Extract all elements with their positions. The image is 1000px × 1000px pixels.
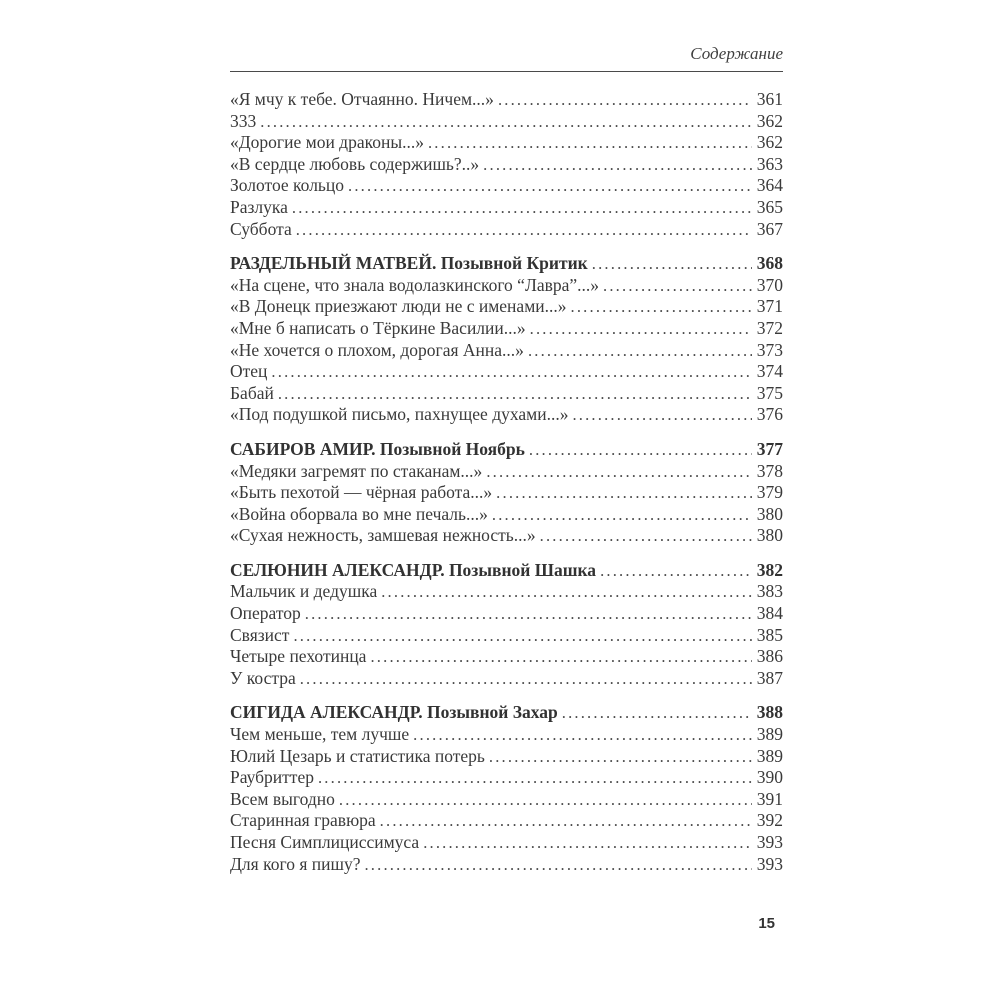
entry-title: «Я мчу к тебе. Отчаянно. Ничем...»: [230, 89, 494, 109]
toc-entry: [230, 832, 783, 854]
entry-page-number: 371: [756, 296, 783, 317]
toc-entry: [230, 296, 783, 318]
entry-title: «Война оборвала во мне печаль...»: [230, 503, 488, 524]
toc-entry: [230, 504, 783, 526]
entry-page-number: 370: [756, 274, 783, 295]
entry-title: Раубриттер: [230, 767, 314, 788]
entry-title: «Медяки загремят по стаканам...»: [230, 460, 483, 481]
entry-page-number: 386: [756, 646, 783, 667]
entry-title: «Под подушкой письмо, пахнущее духами...»: [230, 404, 569, 425]
entry-page-number: 365: [756, 196, 783, 217]
entry-title: Бабай: [230, 382, 274, 403]
entry-page-number: 368: [756, 253, 783, 274]
entry-page-number: 392: [756, 810, 783, 831]
entry-page-number: 377: [756, 438, 783, 459]
dot-leader: [540, 525, 752, 547]
entry-page-number: 391: [756, 788, 783, 809]
dot-leader: [339, 789, 752, 811]
dot-leader: [496, 482, 752, 504]
entry-title: СЕЛЮНИН АЛЕКСАНДР. Позывной Шашка: [230, 559, 597, 580]
entry-title: «На сцене, что знала водолазкинского “Лавра”...»: [230, 274, 600, 295]
entry-title: Суббота: [230, 218, 292, 239]
dot-leader: [296, 219, 752, 241]
toc-entry: [230, 89, 783, 111]
toc-entry: [230, 646, 783, 668]
entry-title: 333: [230, 110, 257, 131]
entry-page-number: 374: [756, 361, 783, 382]
toc-entry: [230, 668, 783, 690]
entry-page-number: 389: [756, 724, 783, 745]
entry-page-number: 383: [756, 581, 783, 602]
entry-title: РАЗДЕЛЬНЫЙ МАТВЕЙ. Позывной Критик: [230, 253, 588, 274]
toc-entry: [230, 175, 783, 197]
dot-leader: [348, 175, 752, 197]
running-header: Содержание: [690, 44, 783, 63]
entry-page-number: 379: [756, 482, 783, 503]
page-column: [230, 44, 783, 875]
entry-page-number: 388: [756, 702, 783, 723]
dot-leader: [498, 89, 752, 111]
dot-leader: [492, 504, 752, 526]
toc-entry: [230, 525, 783, 547]
page-number: 15: [758, 915, 775, 932]
dot-leader: [529, 439, 752, 461]
toc-entry: [230, 461, 783, 483]
entry-page-number: 382: [756, 559, 783, 580]
entry-page-number: 362: [756, 132, 783, 153]
entry-page-number: 384: [756, 603, 783, 624]
dot-leader: [530, 318, 752, 340]
entry-title: «В сердце любовь содержишь?..»: [230, 153, 480, 174]
entry-title: Старинная гравюра: [230, 810, 376, 831]
toc-entry: [230, 746, 783, 768]
toc-entry: [230, 197, 783, 219]
toc-entry: [230, 810, 783, 832]
toc-entry: [230, 318, 783, 340]
dot-leader: [292, 197, 752, 219]
dot-leader: [318, 767, 752, 789]
dot-leader: [370, 646, 751, 668]
dot-leader: [603, 275, 752, 297]
toc-entry: [230, 132, 783, 154]
entry-title: САБИРОВ АМИР. Позывной Ноябрь: [230, 438, 525, 459]
entry-page-number: 393: [756, 853, 783, 874]
toc-sections: [230, 89, 783, 875]
toc-section: [230, 560, 783, 690]
entry-title: Юлий Цезарь и статистика потерь: [230, 745, 485, 766]
dot-leader: [305, 603, 752, 625]
toc-section-heading: [230, 560, 783, 582]
entry-title: «Быть пехотой — чёрная работа...»: [230, 482, 493, 503]
entry-page-number: 393: [756, 832, 783, 852]
entry-title: «Не хочется о плохом, дорогая Анна...»: [230, 339, 524, 360]
toc-entry: [230, 275, 783, 297]
dot-leader: [600, 560, 752, 582]
toc-entry: [230, 111, 783, 133]
entry-title: Отец: [230, 361, 268, 382]
entry-page-number: 380: [756, 525, 783, 546]
entry-page-number: 387: [756, 667, 783, 688]
dot-leader: [428, 132, 752, 154]
entry-title: Разлука: [230, 196, 288, 217]
entry-page-number: 376: [756, 404, 783, 425]
entry-page-number: 390: [756, 767, 783, 788]
dot-leader: [381, 581, 752, 603]
entry-page-number: 362: [756, 110, 783, 131]
entry-page-number: 378: [756, 460, 783, 481]
entry-title: У костра: [230, 667, 296, 688]
entry-title: «В Донецк приезжают люди не с именами...»: [230, 296, 567, 317]
toc-section-heading: [230, 439, 783, 461]
dot-leader: [571, 296, 752, 318]
toc-entry: [230, 603, 783, 625]
dot-leader: [271, 361, 751, 383]
dot-leader: [562, 702, 752, 724]
entry-title: СИГИДА АЛЕКСАНДР. Позывной Захар: [230, 702, 558, 723]
toc-entry: [230, 482, 783, 504]
dot-leader: [300, 668, 752, 690]
toc-entry: [230, 340, 783, 362]
toc-entry: [230, 219, 783, 241]
entry-title: Мальчик и дедушка: [230, 581, 378, 602]
dot-leader: [293, 625, 751, 647]
toc-section: [230, 702, 783, 875]
entry-page-number: 364: [756, 175, 783, 196]
entry-page-number: 367: [756, 218, 783, 239]
dot-leader: [364, 854, 751, 876]
dot-leader: [489, 746, 752, 768]
entry-page-number: 389: [756, 745, 783, 766]
entry-title: Песня Симплициссимуса: [230, 832, 420, 852]
toc-entry: [230, 767, 783, 789]
entry-title: «Мне б написать о Тёркине Василии...»: [230, 317, 526, 338]
entry-page-number: 385: [756, 624, 783, 645]
toc-section: [230, 89, 783, 240]
entry-title: Золотое кольцо: [230, 175, 345, 196]
toc-entry: [230, 383, 783, 405]
entry-title: Для кого я пишу?: [230, 853, 361, 874]
toc-entry: [230, 154, 783, 176]
dot-leader: [592, 253, 752, 275]
toc-section-heading: [230, 702, 783, 724]
entry-title: Оператор: [230, 603, 301, 624]
dot-leader: [423, 832, 752, 854]
toc-entry: [230, 404, 783, 426]
dot-leader: [572, 404, 751, 426]
entry-page-number: 361: [756, 89, 783, 109]
dot-leader: [278, 383, 752, 405]
dot-leader: [260, 111, 752, 133]
toc-section: [230, 439, 783, 547]
entry-page-number: 375: [756, 382, 783, 403]
entry-page-number: 372: [756, 317, 783, 338]
toc-section-heading: [230, 253, 783, 275]
entry-title: Всем выгодно: [230, 788, 335, 809]
entry-title: Чем меньше, тем лучше: [230, 724, 410, 745]
dot-leader: [483, 154, 752, 176]
toc-entry: [230, 854, 783, 876]
header-rule: [230, 71, 783, 72]
toc-entry: [230, 361, 783, 383]
toc-entry: [230, 724, 783, 746]
entry-page-number: 380: [756, 503, 783, 524]
toc-entry: [230, 581, 783, 603]
dot-leader: [413, 724, 752, 746]
entry-page-number: 363: [756, 153, 783, 174]
toc-entry: [230, 625, 783, 647]
toc-section: [230, 253, 783, 426]
dot-leader: [528, 340, 752, 362]
dot-leader: [380, 810, 752, 832]
entry-page-number: 373: [756, 339, 783, 360]
dot-leader: [486, 461, 751, 483]
entry-title: «Дорогие мои драконы...»: [230, 132, 424, 153]
entry-title: Связист: [230, 624, 290, 645]
entry-title: Четыре пехотинца: [230, 646, 367, 667]
entry-title: «Сухая нежность, замшевая нежность...»: [230, 525, 536, 546]
toc-entry: [230, 789, 783, 811]
